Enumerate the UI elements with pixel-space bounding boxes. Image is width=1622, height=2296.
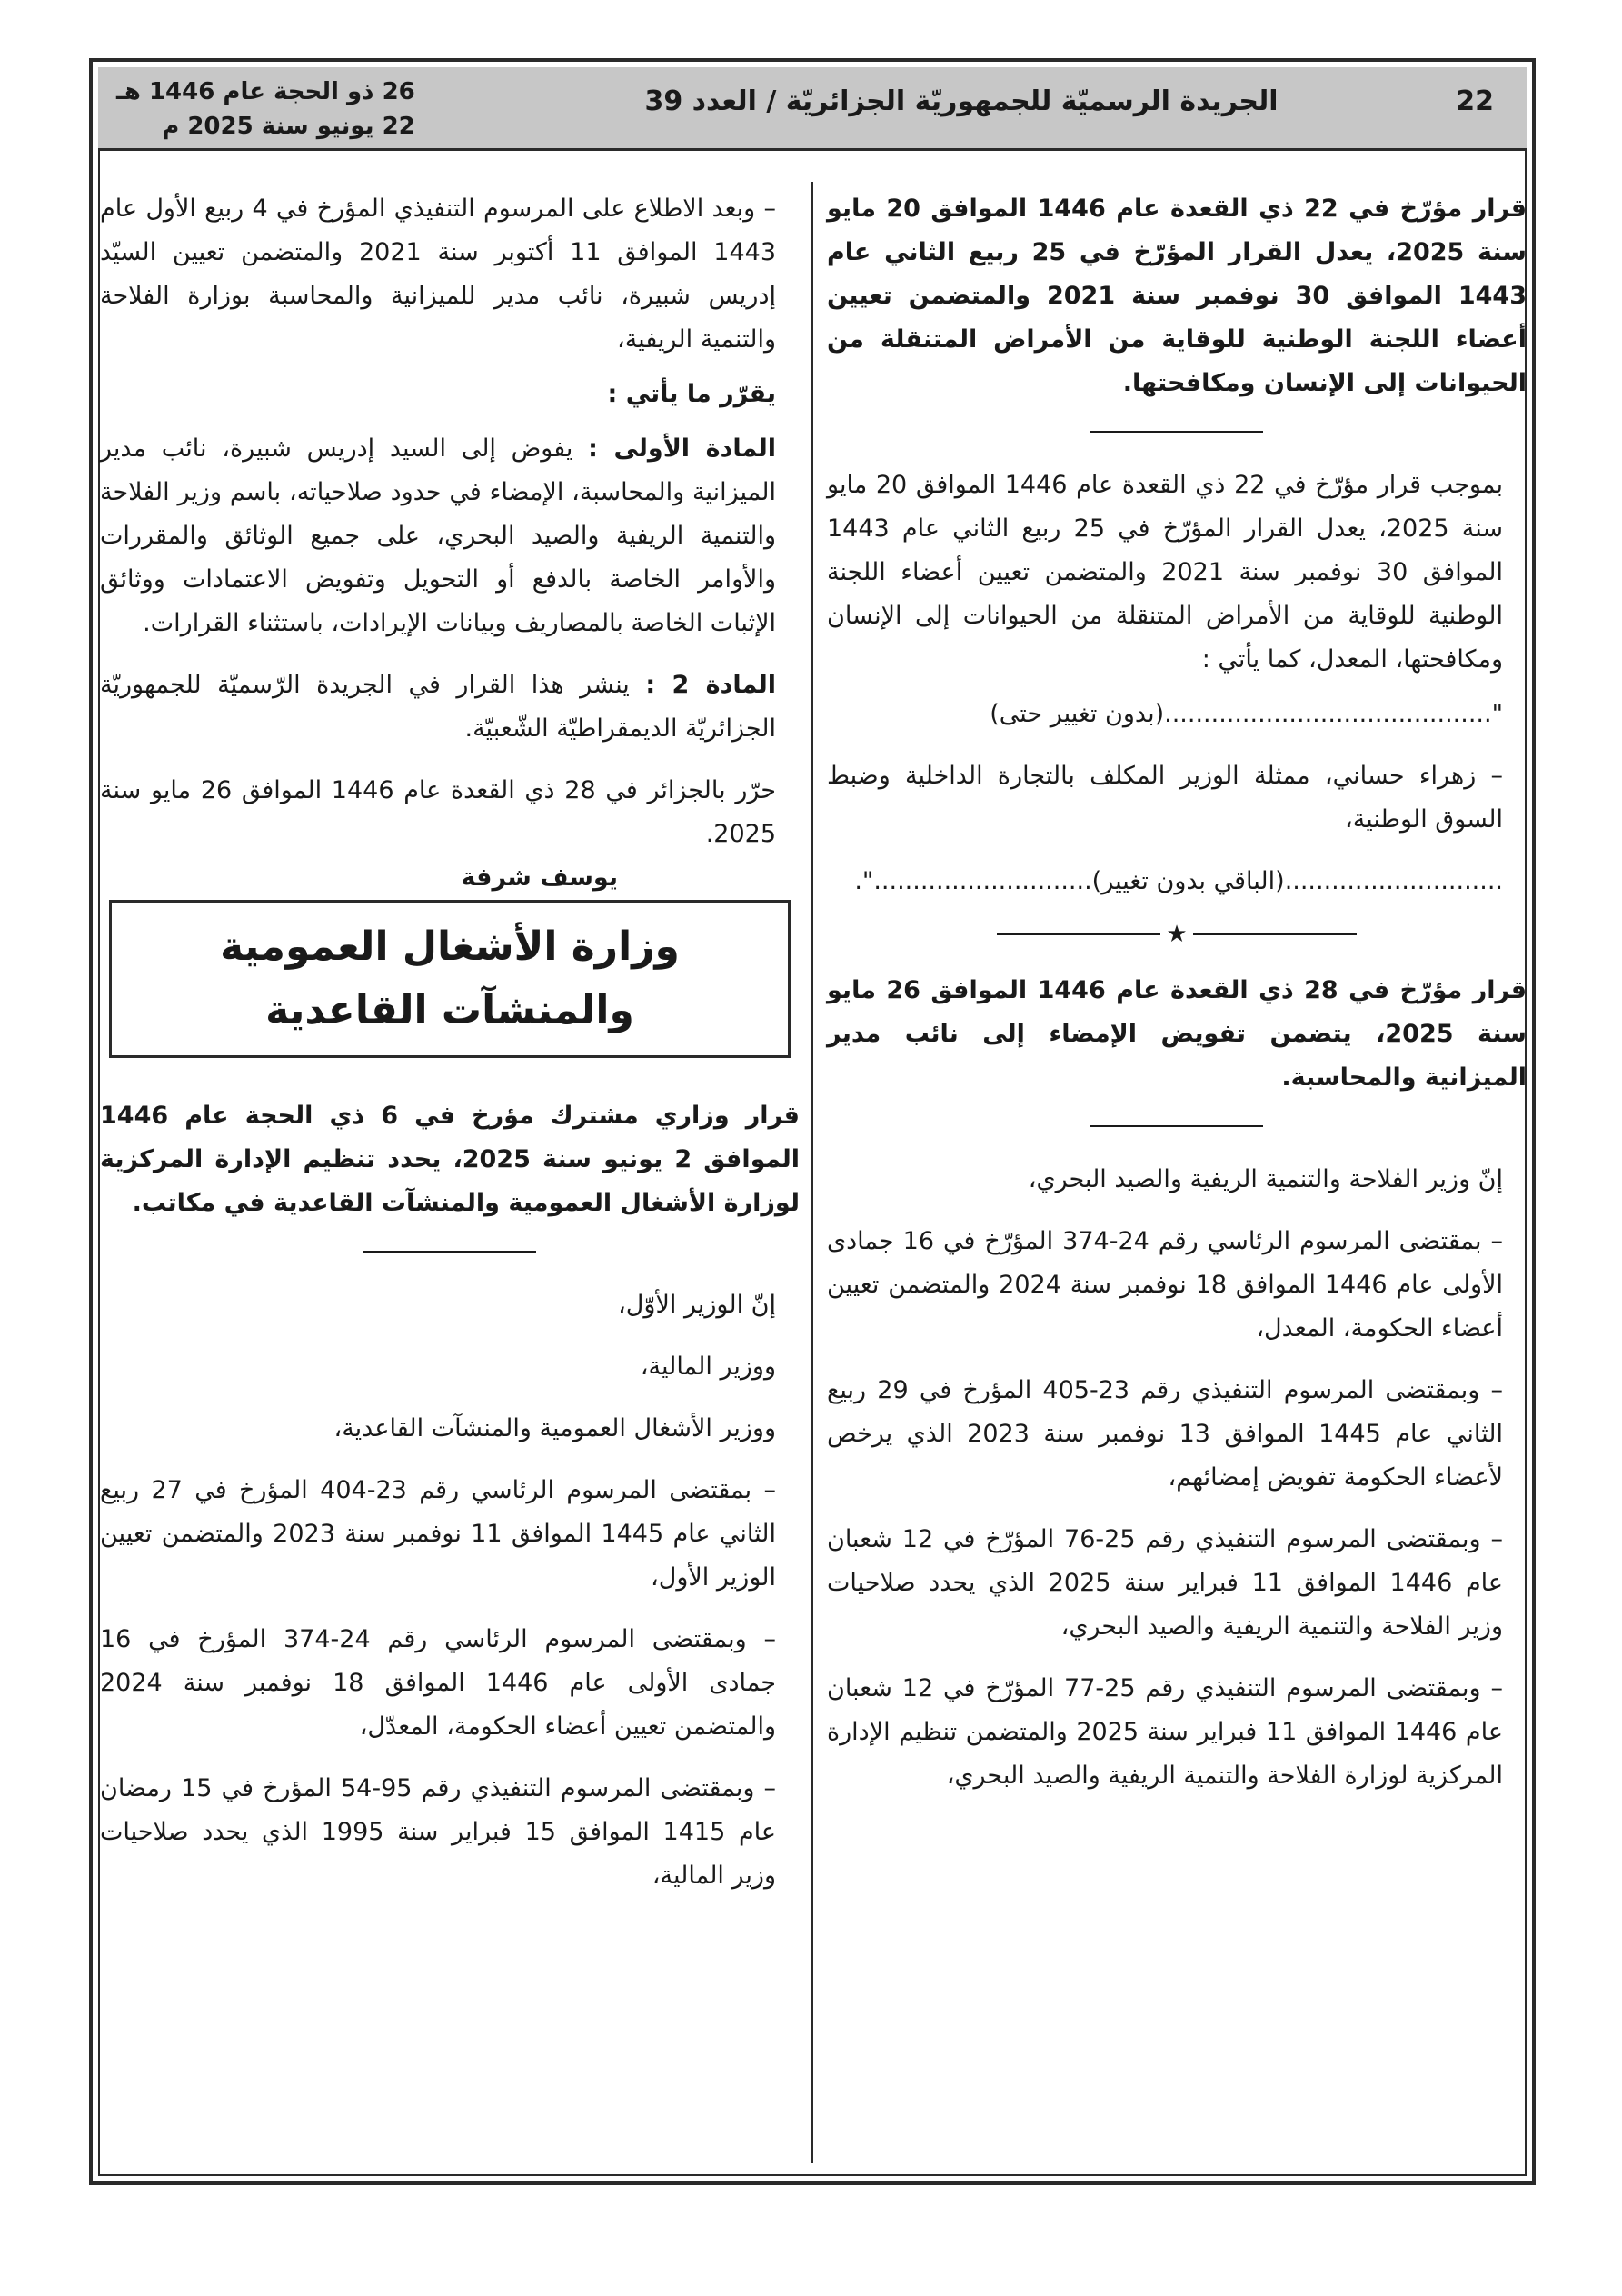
page-number: 22: [1456, 85, 1494, 117]
signature: يوسف شرفة: [461, 863, 618, 892]
gazette-title: الجريدة الرسميّة للجمهوريّة الجزائريّة / العدد 39: [644, 85, 1279, 117]
finance-minister: ووزير المالية،: [640, 1353, 776, 1381]
decision1-body: بموجب قرار مؤرّخ في 22 ذي القعدة عام 1446 الموافق 20 مايو سنة 2025، يعدل القرار المؤرّخ في 25 ربيع الثاني عام 1443 الموافق 30 نوفمبر سنة 2021 والمتضمن تعيين أعضاء اللجنة الوطنية للوقاية من الأمراض المتنقلة من الحيوانات إلى الإنسان ومكافحتها، المعدل، كما يأتي :: [827, 471, 1503, 674]
recital: – وبمقتضى المرسوم التنفيذي رقم 23-405 المؤرخ في 29 ربيع الثاني عام 1445 الموافق 13 نوفمبر سنة 2023 الذي يرخص لأعضاء الحكومة تفويض إمضائهم،: [827, 1376, 1504, 1492]
issue-date-hijri: 26 ذو الحجة عام 1446 هـ: [116, 78, 415, 105]
decision1-title: قرار مؤرّخ في 22 ذي القعدة عام 1446 الموافق 20 مايو سنة 2025، يعدل القرار المؤرّخ في 25 ربيع الثاني عام 1443 الموافق 30 نوفمبر سنة 2021 والمتضمن تعيين أعضاء اللجنة الوطنية للوقاية من الأمراض المتنقلة من الحيوانات إلى الإنسان ومكافحتها.: [827, 195, 1527, 397]
ministry-heading-box: [109, 900, 791, 1058]
decision1-member: – زهراء حساني، ممثلة الوزير المكلف بالتجارة الداخلية وضبط السوق الوطنية،: [827, 762, 1503, 834]
decision2-title: قرار مؤرّخ في 28 ذي القعدة عام 1446 الموافق 26 مايو سنة 2025، يتضمن تفويض الإمضاء إلى نائب مدير الميزانية والمحاسبة.: [827, 976, 1527, 1092]
column-divider: [811, 182, 813, 2163]
article-2-text: ينشر هذا القرار في الجريدة الرّسميّة للجمهوريّة الجزائريّة الديمقراطيّة الشّعبيّة.: [100, 671, 776, 743]
done-at: حرّر بالجزائر في 28 ذي القعدة عام 1446 الموافق 26 مايو سنة 2025.: [100, 776, 776, 848]
star-icon: ★: [1166, 921, 1188, 948]
article-1: [100, 427, 800, 645]
article-2-label: المادة 2 :: [645, 671, 776, 699]
recital: – بمقتضى المرسوم الرئاسي رقم 24-374 المؤرّخ في 16 جمادى الأولى عام 1446 الموافق 18 نوفمبر سنة 2024 والمتضمن تعيين أعضاء الحكومة، المعدل،: [827, 1227, 1504, 1343]
recital: – وبمقتضى المرسوم التنفيذي رقم 25-76 المؤرّخ في 12 شعبان عام 1446 الموافق 11 فبراير سنة 2025 الذي يحدد صلاحيات وزير الفلاحة والتنمية الريفية والصيد البحري،: [827, 1525, 1504, 1641]
ministry-name-line2: والمنشآت القاعدية: [265, 987, 634, 1033]
separator-rule: [363, 1251, 536, 1253]
separator-rule: [1090, 1125, 1263, 1127]
decision1-rest: ............................(الباقي بدون تغيير)............................".: [854, 867, 1503, 895]
recital: – وبمقتضى المرسوم التنفيذي رقم 95-54 المؤرخ في 15 رمضان عام 1415 الموافق 15 فبراير سنة 1995 الذي يحدد صلاحيات وزير المالية،: [100, 1774, 776, 1890]
recital: – بمقتضى المرسوم الرئاسي رقم 23-404 المؤرخ في 27 ربيع الثاني عام 1445 الموافق 11 نوفمبر سنة 2023 والمتضمن تعيين الوزير الأول،: [100, 1476, 777, 1592]
recital: – وبمقتضى المرسوم التنفيذي رقم 25-77 المؤرّخ في 12 شعبان عام 1446 الموافق 11 فبراير سنة 2025 والمتضمن تنظيم الإدارة المركزية لوزارة الفلاحة والتنمية الريفية والصيد البحري،: [827, 1674, 1504, 1790]
issue-date-gregorian: 22 يونيو سنة 2025 م: [162, 113, 415, 140]
prime-minister: إنّ الوزير الأوّل،: [618, 1291, 776, 1319]
star-separator: [827, 921, 1527, 948]
decides-heading: يقرّر ما يأتي :: [607, 380, 776, 408]
ministry-name-line1: وزارة الأشغال العمومية: [220, 923, 680, 970]
article-1-text: يفوض إلى السيد إدريس شبيرة، نائب مدير الميزانية والمحاسبة، الإمضاء في حدود صلاحياته، باسم وزير الفلاحة والتنمية الريفية والصيد البحري، على جميع الوثائق والمقررات والأوامر الخاصة بالدفع أو التحويل وتفويض الاعتمادات ووثائق الإثبات الخاصة بالمصاريف وبيانات الإيرادات، باستثناء القرارات.: [100, 434, 776, 637]
minister-intro: إنّ وزير الفلاحة والتنمية الريفية والصيد البحري،: [1028, 1165, 1503, 1193]
article-2: [100, 664, 800, 751]
left-column: [100, 187, 800, 1898]
works-minister: ووزير الأشغال العمومية والمنشآت القاعدية،: [333, 1414, 776, 1442]
issue-date: [116, 75, 415, 144]
right-column: [827, 187, 1527, 1798]
separator-rule: [1090, 431, 1263, 433]
recital: – وبمقتضى المرسوم الرئاسي رقم 24-374 المؤرخ في 16 جمادى الأولى عام 1446 الموافق 18 نوفمبر سنة 2024 والمتضمن تعيين أعضاء الحكومة، المعدّل،: [100, 1625, 776, 1741]
decision1-unchanged: "..........................................(بدون تغيير حتى): [990, 700, 1503, 728]
recital: – وبعد الاطلاع على المرسوم التنفيذي المؤرخ في 4 ربيع الأول عام 1443 الموافق 11 أكتوبر سنة 2021 والمتضمن تعيين السيّد إدريس شبيرة، نائب مدير للميزانية والمحاسبة بوزارة الفلاحة والتنمية الريفية،: [100, 195, 776, 354]
article-1-label: المادة الأولى :: [588, 434, 777, 463]
gazette-header: [98, 67, 1527, 151]
decision3-title: قرار وزاري مشترك مؤرخ في 6 ذي الحجة عام 1446 الموافق 2 يونيو سنة 2025، يحدد تنظيم الإدارة المركزية لوزارة الأشغال العمومية والمنشآت القاعدية في مكاتب.: [100, 1102, 800, 1217]
